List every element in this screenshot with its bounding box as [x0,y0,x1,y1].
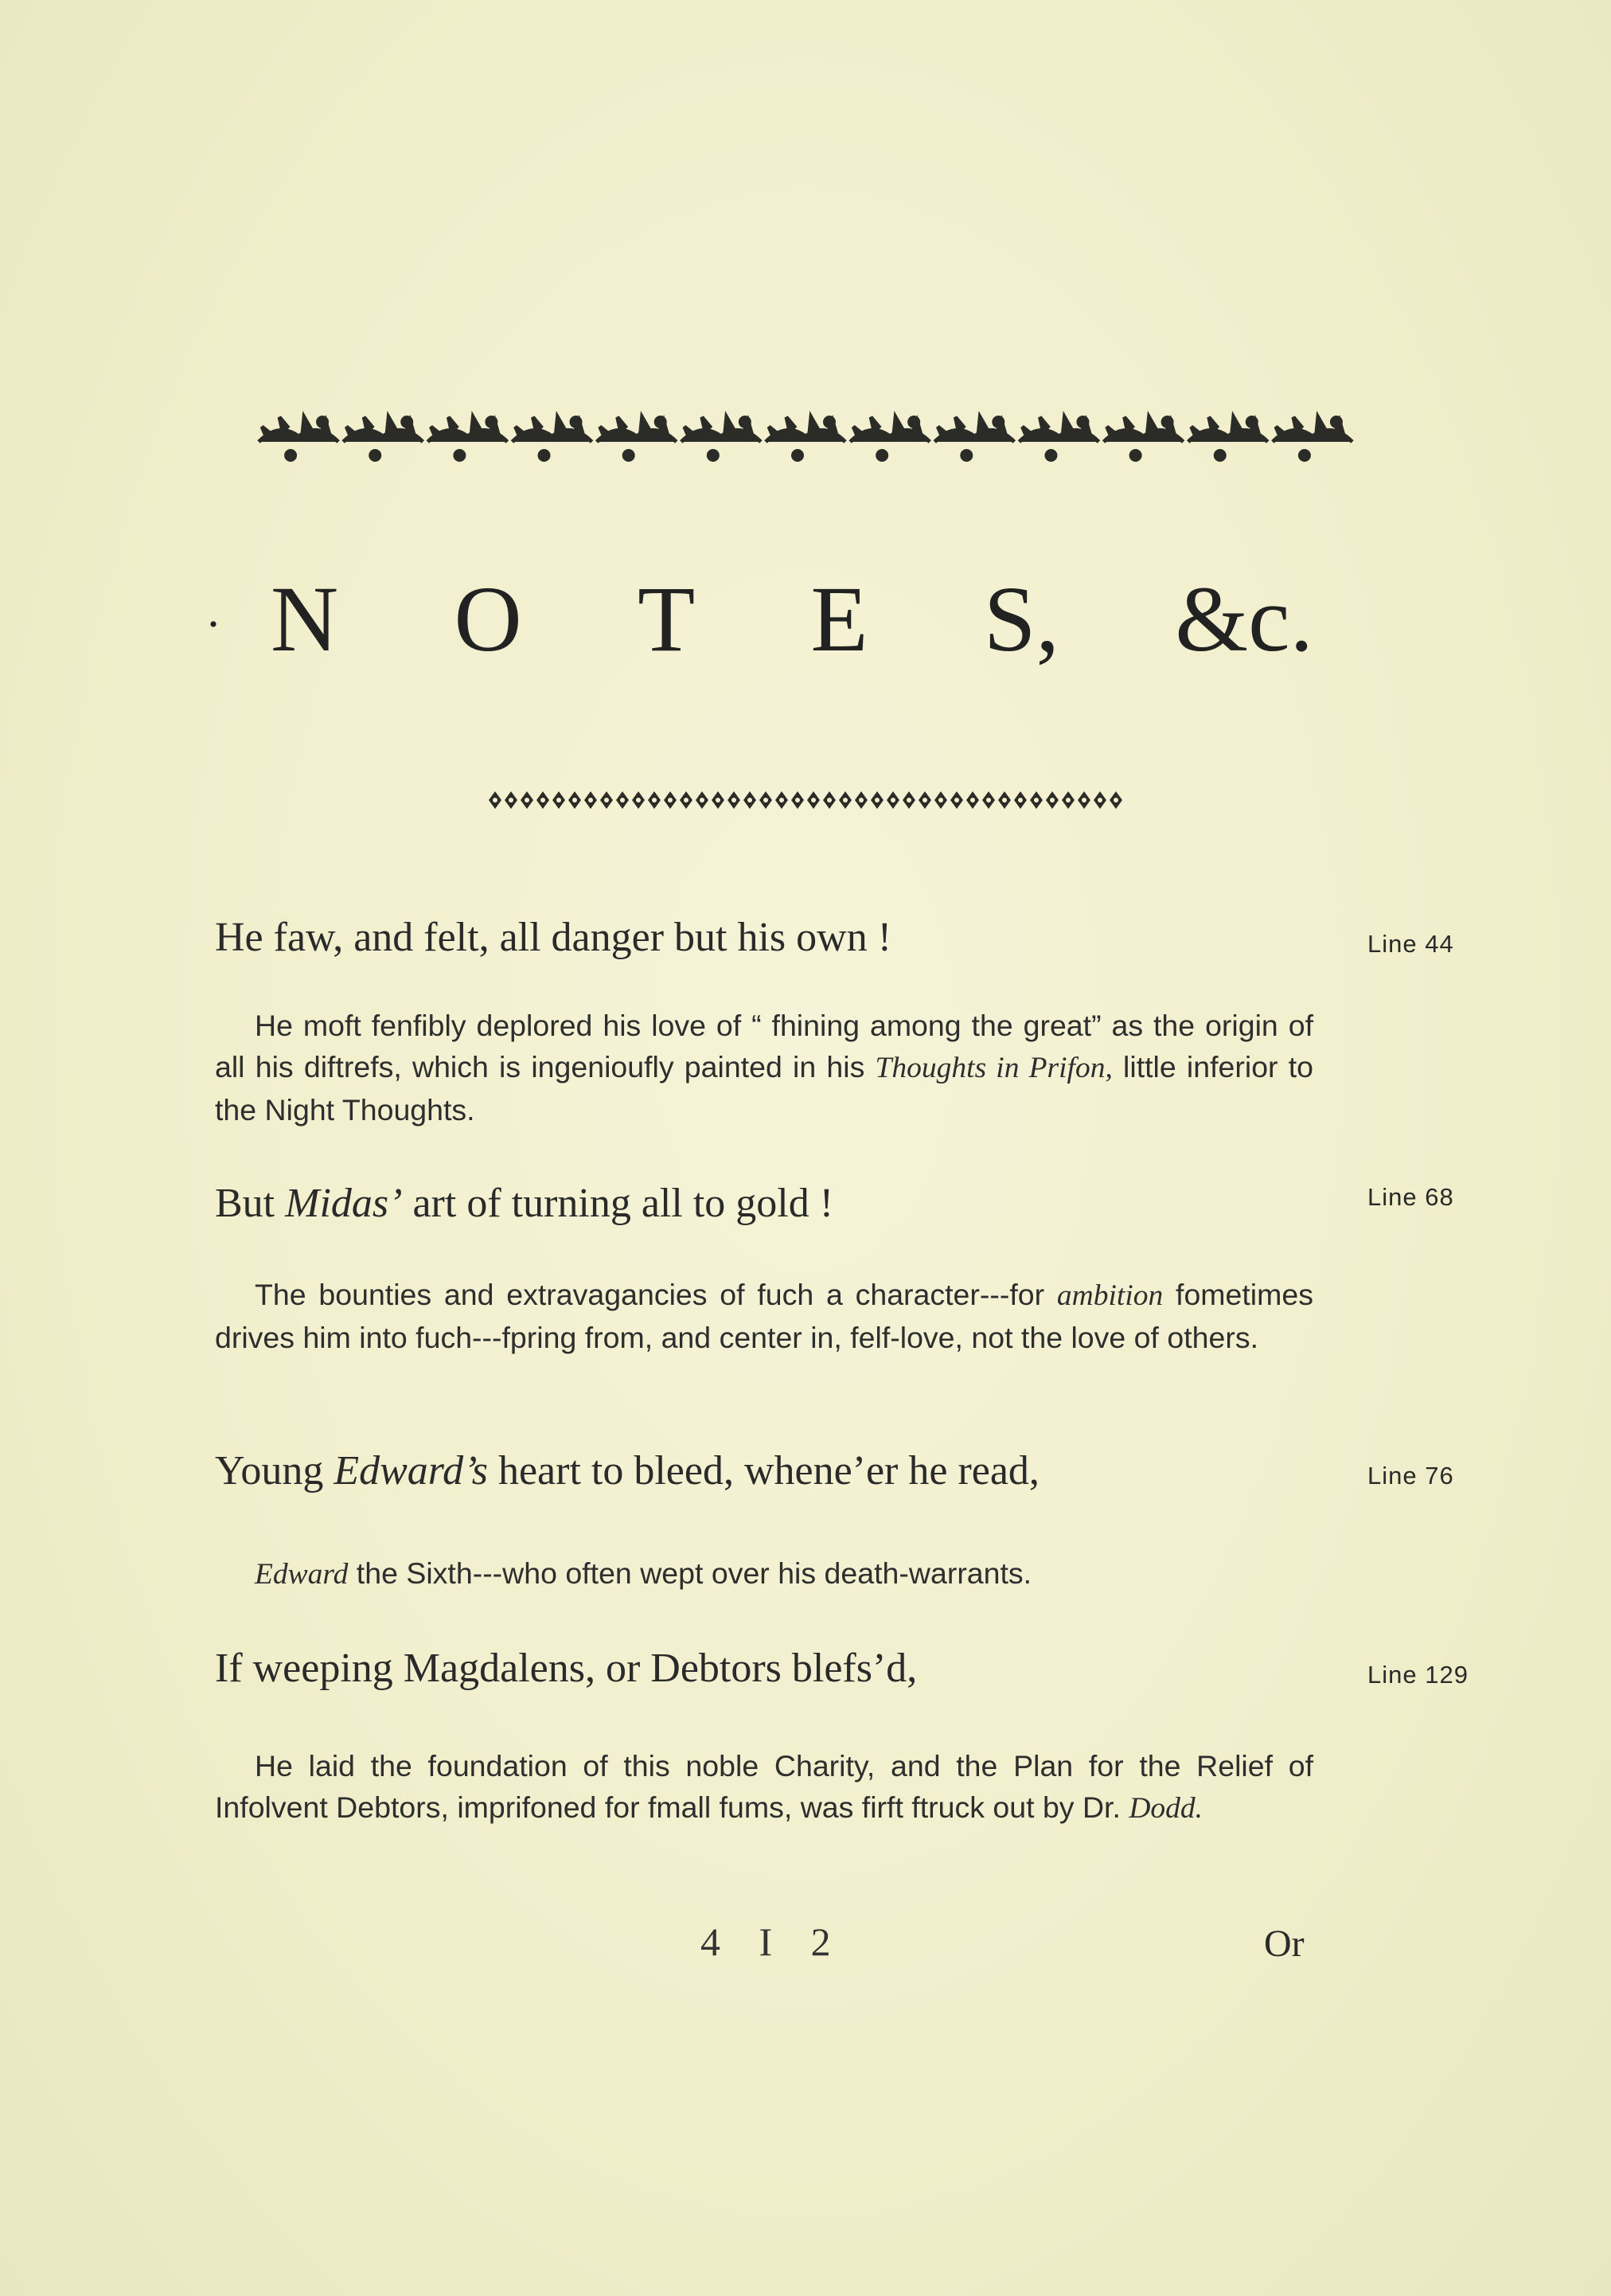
title-letter: E [810,567,868,671]
leaf-motif-icon [1019,416,1098,462]
note-paragraph [215,1005,1313,1130]
rule-dot-icon [588,798,593,802]
rule-dot-icon [540,798,545,802]
line-reference: Line 44 [1367,930,1454,958]
title-letter: &c. [1175,567,1313,671]
note-paragraph [215,1745,1313,1829]
note-italic: Dodd. [1129,1792,1203,1825]
heading-italic: Midas’ [285,1181,403,1226]
leaf-motif-icon [934,416,1014,462]
rule-dot-icon [620,798,625,802]
note-text: the Sixth---who often wept over his death-warrants. [348,1556,1032,1590]
rule-dot-icon [938,798,943,802]
leaf-motif-icon [1104,416,1184,462]
title-dash: · [205,598,221,650]
note-italic: Edward [255,1558,349,1591]
rule-dot-icon [923,798,927,802]
rule-dot-icon [795,798,800,802]
rule-dot-icon [731,798,736,802]
rule-dot-icon [970,798,975,802]
rule-dot-icon [954,798,959,802]
rule-dot-icon [493,798,497,802]
rule-dot-icon [763,798,768,802]
title-letter: T [638,567,696,671]
heading-text: heart to bleed, whene’er he read, [487,1448,1040,1494]
note-italic: Thoughts in Prifon, [875,1052,1113,1084]
rule-dot-icon [604,798,609,802]
rule-dot-icon [1114,798,1118,802]
rule-dot-icon [859,798,864,802]
rule-dot-icon [1066,798,1071,802]
rule-dot-icon [1018,798,1023,802]
rule-dot-icon [636,798,641,802]
title-letter: O [454,567,522,671]
rule-dot-icon [1034,798,1039,802]
note-text: He moft fenfibly deplored his love of “ fhining among the great” as the origin of all his diftrefs, which is ingenioufly painted in his [215,1009,1313,1084]
note-text: He laid the foundation of this noble Charity, and the Plan for the Relief of Infolvent Debtors, imprifoned for fmall fums, was firft ftruck out by Dr. [215,1749,1313,1824]
rule-dot-icon [1050,798,1055,802]
heading-text: He faw, and felt, all danger but his own ! [215,915,892,960]
verse-heading [215,1645,1329,1692]
rule-dot-icon [1098,798,1102,802]
line-reference: Line 129 [1367,1661,1469,1689]
heading-text: If weeping Magdalens, or Debtors blefs’d, [215,1646,918,1691]
rule-dot-icon [1082,798,1086,802]
rule-dot-icon [700,798,704,802]
rule-dot-icon [811,798,816,802]
rule-dot-icon [572,798,577,802]
heading-text: But [215,1181,286,1226]
signature-mark: 4 I 2 [700,1919,845,1964]
note-text: The bounties and extravagancies of fuch a character---for [255,1278,1057,1311]
leaf-motif-icon [850,416,930,462]
line-reference: Line 68 [1367,1183,1454,1211]
heading-text: Young [215,1448,334,1494]
leaf-motif-icon [427,416,507,462]
verse-heading [215,1180,1329,1227]
note-text: little inferior to the Night Thoughts. [215,1050,1314,1127]
leaf-motif-icon [597,416,677,462]
rule-dot-icon [986,798,991,802]
rule-dot-icon [779,798,784,802]
heading-text: art of turning all to gold ! [402,1181,834,1226]
leaf-motif-icon [1273,416,1352,462]
rule-dot-icon [891,798,895,802]
title-letter: S, [983,567,1060,671]
leaf-motif-icon [259,416,338,462]
leaf-motif-icon [766,416,845,462]
leaf-motif-icon [343,416,423,462]
page-title [199,565,1313,674]
leaf-motif-icon [513,416,592,462]
rule-dot-icon [907,798,911,802]
catchword: Or [1264,1923,1305,1965]
note-text: fometimes drives him into fuch---fpring from, and center in, felf-love, not the love of others. [215,1278,1313,1354]
title-letter: N [271,567,339,671]
rule-dot-icon [652,798,657,802]
rule-dot-icon [747,798,752,802]
rule-dot-icon [716,798,720,802]
line-reference: Line 76 [1367,1462,1454,1490]
ornament-rule [0,787,1611,814]
note-paragraph [215,1552,1313,1595]
note-italic: ambition [1056,1279,1164,1312]
rule-dot-icon [684,798,688,802]
rule-dot-icon [827,798,832,802]
rule-dot-icon [556,798,561,802]
rule-dot-icon [875,798,880,802]
leaf-motif-icon [681,416,761,462]
decorative-rule-icon [487,787,1124,814]
rule-dot-icon [843,798,848,802]
floral-ornament-icon [256,398,1355,470]
ornament-band-top [0,398,1611,470]
verse-heading [215,1447,1329,1494]
verse-heading [215,914,1329,961]
rule-dot-icon [509,798,513,802]
leaf-motif-icon [1188,416,1268,462]
heading-italic: Edward’s [334,1448,488,1494]
note-paragraph [215,1274,1313,1358]
rule-dot-icon [1002,798,1007,802]
rule-dot-icon [668,798,673,802]
rule-dot-icon [525,798,529,802]
